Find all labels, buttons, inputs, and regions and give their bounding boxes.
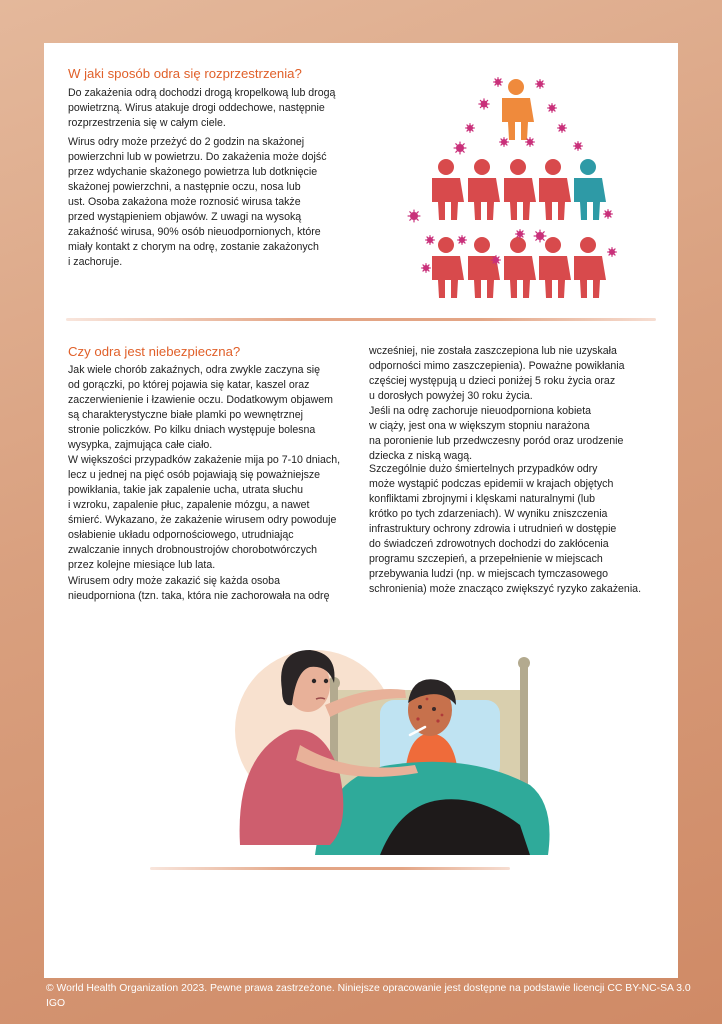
mother-eye bbox=[324, 679, 328, 683]
bed-knob-right bbox=[518, 657, 530, 669]
person-icon bbox=[574, 237, 606, 298]
virus-icon bbox=[478, 98, 489, 109]
person-icon bbox=[468, 159, 500, 220]
rash-spot bbox=[426, 698, 429, 701]
child-eye-left bbox=[418, 705, 422, 709]
person-icon bbox=[432, 159, 464, 220]
danger-left-paragraph-1: Jak wiele chorób zakaźnych, odra zwykle zaczyna się od gorączki, po której pojawia się katar, kaszel oraz zaczerwienienie i łzawienie oczu. Dodatkowym objawem są charakterystyczne białe plamki po wewnętrznej stronie policzków. Po kilku dniach występuje bolesna wysypka, zajmująca całe ciało. bbox=[68, 364, 333, 451]
virus-icon bbox=[573, 141, 583, 151]
bottom-divider bbox=[150, 867, 510, 870]
virus-icon bbox=[515, 229, 525, 239]
virus-icon bbox=[557, 123, 567, 133]
section-heading-danger: Czy odra jest niebezpieczna? bbox=[68, 344, 241, 359]
virus-icon bbox=[534, 230, 547, 243]
danger-right-paragraph-1: wcześniej, nie została zaszczepiona lub nie uzyskała odporności mimo zaszczepienia). Poważne powikłania częściej występują u dzieci poniżej 5 roku życia oraz u dorosłych powyżej 30 roku życia. Jeśli na odrę zachoruje nieuodporniona kobieta w ciąży, jest ona w większym stopniu narażona na poronienie lub przedwczesny poród oraz urodzenie dziecka z niską wagą. bbox=[369, 345, 625, 462]
person-icon bbox=[539, 237, 571, 298]
transmission-paragraph-2: Wirus odry może przeżyć do 2 godzin na skażonej powierzchni lub w powietrzu. Do zakażenia może dojść przez wdychanie skażonego powietrza lub dotknięcie skażonej powierzchni, a następnie oczu, nosa lub ust. Osoba zakażona może roznosić wirusa także przed wystąpieniem objawów. Z uwagi na wysoką zakaźność wirusa, 90% osób nieuodpornionych, które miały kontakt z chorym na odrę, zostanie zakażonych i zachoruje. bbox=[68, 136, 327, 268]
virus-icon bbox=[408, 210, 421, 223]
virus-icon bbox=[457, 235, 467, 245]
virus-icon bbox=[499, 137, 509, 147]
rash-spot bbox=[441, 714, 444, 717]
virus-icon bbox=[425, 235, 435, 245]
person-icon bbox=[504, 159, 536, 220]
virus-icon bbox=[421, 263, 431, 273]
virus-icon bbox=[607, 247, 617, 257]
danger-left-paragraph-3: Wirusem odry może zakazić się każda osoba nieudporniona (tzn. taka, która nie zachorowała na odrę bbox=[68, 575, 330, 602]
mother-eye bbox=[312, 679, 316, 683]
transmission-infographic bbox=[400, 70, 630, 310]
section-heading-transmission: W jaki sposób odra się rozprzestrzenia? bbox=[68, 66, 302, 81]
virus-icon bbox=[525, 137, 535, 147]
transmission-paragraph-1: Do zakażenia odrą dochodzi drogą kropelkową lub drogą powietrzną. Wirus atakuje drogi oddechowe, następnie rozprzestrzenia się w całym ciele. bbox=[68, 87, 336, 129]
virus-icon bbox=[535, 79, 545, 89]
rash-spot bbox=[416, 717, 419, 720]
virus-icon bbox=[454, 142, 467, 155]
person-icon bbox=[468, 237, 500, 298]
person-icon bbox=[502, 79, 534, 140]
child-eye-right bbox=[432, 707, 436, 711]
sick-child-illustration bbox=[230, 635, 560, 860]
virus-icon bbox=[465, 123, 475, 133]
person-icon bbox=[432, 237, 464, 298]
section-divider bbox=[66, 318, 656, 321]
virus-icon bbox=[493, 77, 503, 87]
person-icon bbox=[574, 159, 606, 220]
rash-spot bbox=[436, 719, 439, 722]
danger-left-paragraph-2: W większości przypadków zakażenie mija po 7-10 dniach, lecz u jednej na pięć osób pojawiają się poważniejsze powikłania, takie jak zapalenie ucha, utrata słuchu i wzroku, zapalenie płuc, zapalenie mózgu, a nawet śmierć. Wykazano, że zakażenie wirusem odry powoduje osłabienie układu odpornościowego, utrudniając zwalczanie innych drobnoustrojów chorobotwórczych przez kolejne miesiące lub lata. bbox=[68, 454, 341, 571]
virus-icon bbox=[491, 255, 501, 265]
virus-icon bbox=[603, 209, 613, 219]
danger-right-paragraph-2: Szczególnie dużo śmiertelnych przypadków odry może wystąpić podczas epidemii w krajach objętych konfliktami zbrojnymi i klęskami naturalnymi (lub krótko po tych zdarzeniach). W wyniku zniszczenia infrastruktury ochrony zdrowia i utrudnień w dostępie do świadczeń zdrowotnych dochodzi do zakłócenia programu szczepień, a przepełnienie w miejscach przebywania ludzi (np. w miejscach tymczasowego schronienia) może znacząco zwiększyć ryzyko zakażenia. bbox=[369, 463, 642, 595]
virus-icon bbox=[547, 103, 557, 113]
copyright-footer: © World Health Organization 2023. Pewne prawa zastrzeżone. Niniejsze opracowanie jest dostępne na podstawie licencji CC BY-NC-SA 3.0 IGO bbox=[46, 983, 691, 1009]
person-icon bbox=[504, 237, 536, 298]
person-icon bbox=[539, 159, 571, 220]
